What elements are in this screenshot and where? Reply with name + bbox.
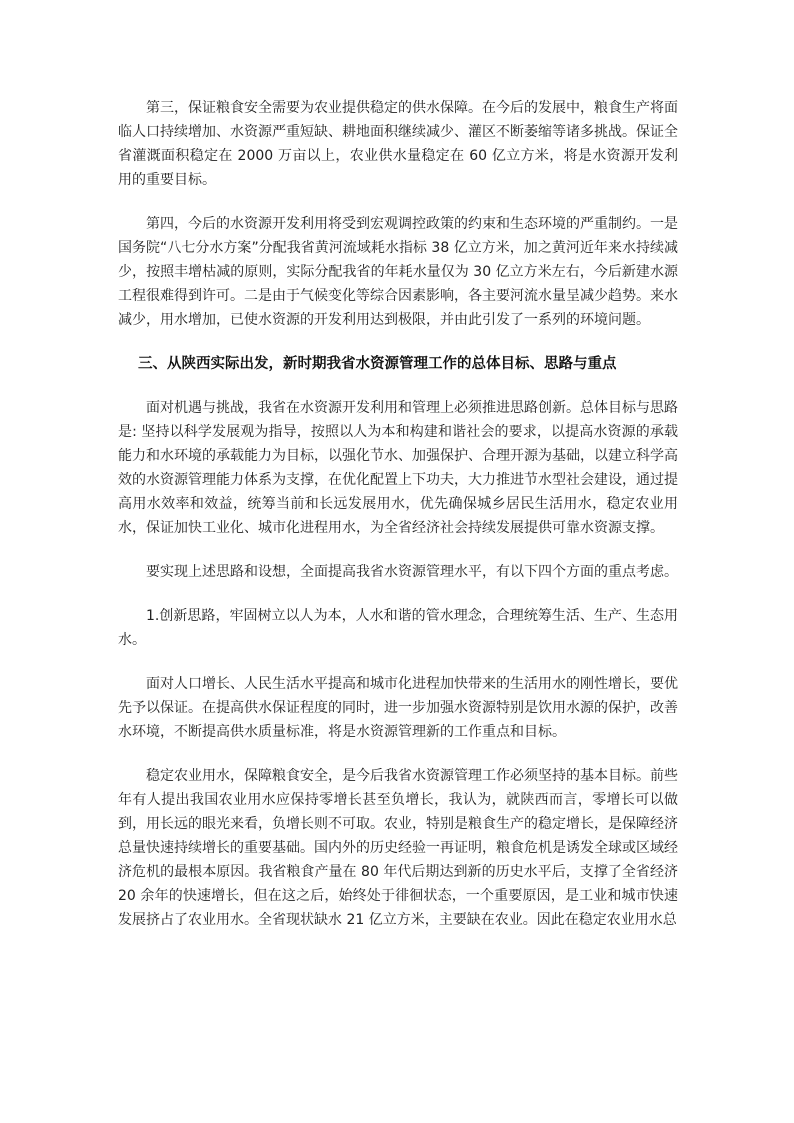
- paragraph-fourth-point: 第四，今后的水资源开发利用将受到宏观调控政策的约束和生态环境的严重制约。一是国务院“八七分水方案”分配我省黄河流域耗水指标 38 亿立方米，加之黄河近年来水持续减少，按照丰增枯减的原则，实际分配我省的年耗水量仅为 30 亿立方米左右，今后新建水源工程很难得到许可。二是由于气候变化等综合因素影响，各主要河流水量呈减少趋势。来水减少，用水增加，已使水资源的开发利用达到极限，并由此引发了一系列的环境问题。: [118, 216, 678, 328]
- paragraph-third-point: 第三，保证粮食安全需要为农业提供稳定的供水保障。在今后的发展中，粮食生产将面临人口持续增加、水资源严重短缺、耕地面积继续减少、灌区不断萎缩等诸多挑战。保证全省灌溉面积稳定在 2000 万亩以上，农业供水量稳定在 60 亿立方米，将是水资源开发利用的重要目标。: [118, 100, 678, 188]
- paragraph-overall-goal: 面对机遇与挑战，我省在水资源开发利用和管理上必须推进思路创新。总体目标与思路是: 坚持以科学发展观为指导，按照以人为本和构建和谐社会的要求，以提高水资源的承载能力和水环境的承载能力为目标，以强化节水、加强保护、合理开源为基础，以建立科学高效的水资源管理能力体系为支撑，在优化配置上下功夫，大力推进节水型社会建设，通过提高用水效率和效益，统筹当前和长远发展用水，优先确保城乡居民生活用水，稳定农业用水，保证加快工业化、城市化进程用水，为全省经济社会持续发展提供可靠水资源支撑。: [118, 400, 678, 536]
- paragraph-four-aspects: 要实现上述思路和设想，全面提高我省水资源管理水平，有以下四个方面的重点考虑。: [146, 564, 678, 580]
- paragraph-domestic-water: 面对人口增长、人民生活水平提高和城市化进程加快带来的生活用水的刚性增长，要优先予以保证。在提高供水保证程度的同时，进一步加强水资源特别是饮用水源的保护，改善水环境，不断提高供水质量标准，将是水资源管理新的工作重点和目标。: [118, 676, 678, 740]
- paragraph-agricultural-water: 稳定农业用水，保障粮食安全，是今后我省水资源管理工作必须坚持的基本目标。前些年有人提出我国农业用水应保持零增长甚至负增长，我认为，就陕西而言，零增长可以做到，用长远的眼光来看，负增长则不可取。农业，特别是粮食生产的稳定增长，是保障经济总量快速持续增长的重要基础。国内外的历史经验一再证明，粮食危机是诱发全球或区域经济危机的最根本原因。我省粮食产量在 80 年代后期达到新的历史水平后，支撑了全省经济 20 余年的快速增长，但在这之后，始终处于徘徊状态，一个重要原因，是工业和城市快速发展挤占了农业用水。全省现状缺水 21 亿立方米，主要缺在农业。因此在稳定农业用水总: [118, 768, 678, 928]
- paragraph-point-one: 1.创新思路，牢固树立以人为本，人水和谐的管水理念，合理统筹生活、生产、生态用水。: [118, 608, 678, 648]
- section-heading: 三、从陕西实际出发，新时期我省水资源管理工作的总体目标、思路与重点: [138, 356, 617, 372]
- document-page: [118, 96, 678, 952]
